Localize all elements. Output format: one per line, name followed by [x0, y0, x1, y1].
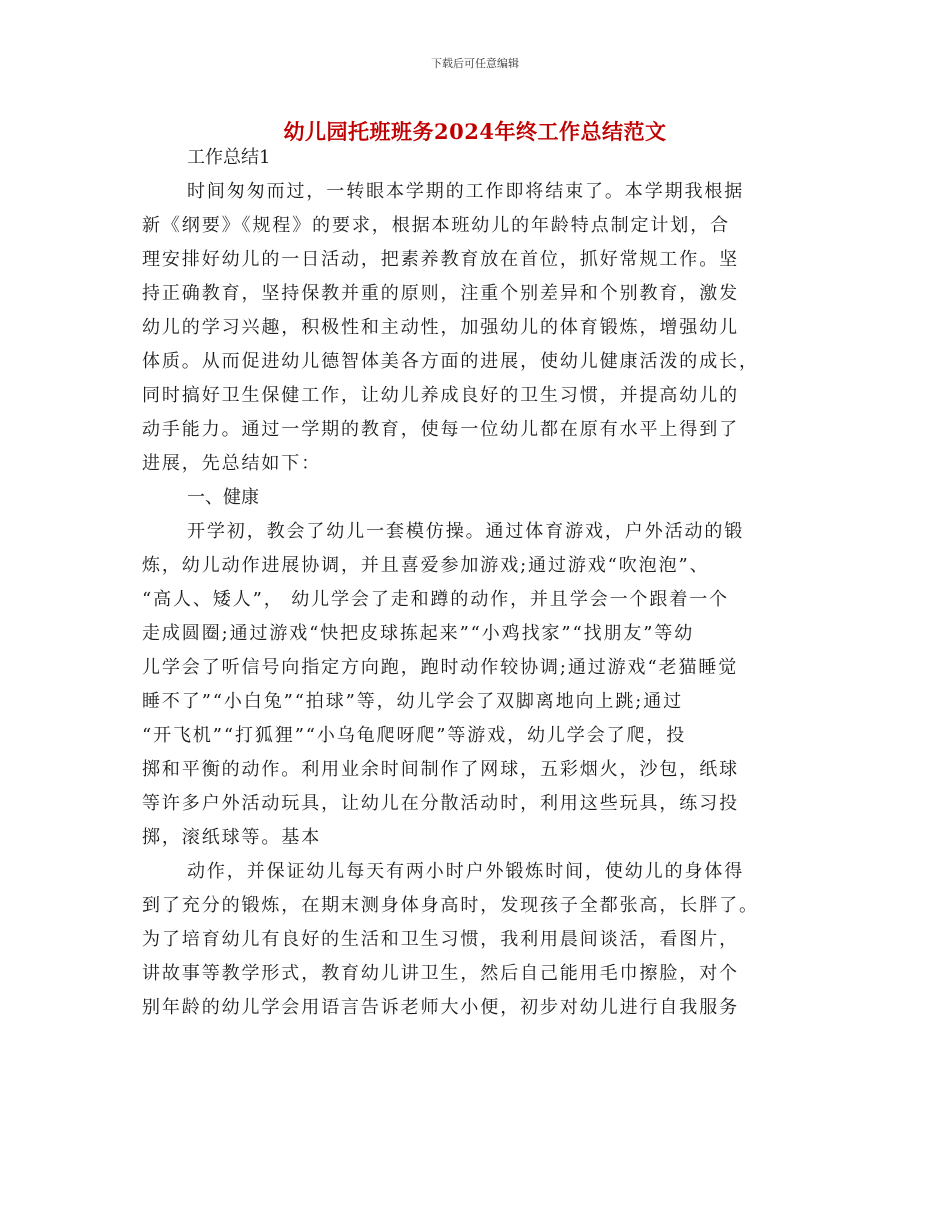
text-line: 等许多户外活动玩具，让幼儿在分散活动时，利用这些玩具，练习投: [142, 793, 739, 814]
text-line: 新《纲要》《规程》的要求，根据本班幼儿的年龄特点制定计划，合: [142, 215, 730, 236]
text-line: 讲故事等教学形式，教育幼儿讲卫生，然后自己能用毛巾擦脸，对个: [142, 963, 739, 984]
text-line: 动作，并保证幼儿每天有两小时户外锻炼时间，使幼儿的身体得: [187, 861, 745, 882]
text-line: 体质。从而促进幼儿德智体美各方面的进展，使幼儿健康活泼的成长，: [142, 351, 759, 372]
text-line: 为了培育幼儿有良好的生活和卫生习惯，我利用晨间谈活，看图片，: [142, 929, 739, 950]
paragraph-health: [142, 515, 810, 855]
text-line: 掷和平衡的动作。利用业余时间制作了网球，五彩烟火，沙包，纸球: [142, 759, 739, 780]
subtitle: 工作总结1: [187, 147, 271, 168]
text-line: 持正确教育，坚持保教并重的原则，注重个别差异和个别教育，激发: [142, 283, 739, 304]
text-line: 别年龄的幼儿学会用语言告诉老师大小便，初步对幼儿进行自我服务: [142, 997, 739, 1018]
document-title: 幼儿园托班班务2024年终工作总结范文: [283, 119, 667, 144]
text-line: 同时搞好卫生保健工作，让幼儿养成良好的卫生习惯，并提高幼儿的: [142, 385, 739, 406]
text-line: 进展，先总结如下：: [142, 453, 322, 474]
text-line: “开飞机”“打狐狸”“小乌龟爬呀爬”等游戏，幼儿学会了爬，投: [142, 725, 687, 746]
text-line: 动手能力。通过一学期的教育，使每一位幼儿都在原有水平上得到了: [142, 419, 739, 440]
document-body: [142, 141, 810, 1025]
text-line: 掷，滚纸球等。基本: [142, 827, 322, 848]
page-header-note: 下载后可任意编辑: [431, 57, 519, 70]
text-line: 儿学会了听信号向指定方向跑，跑时动作较协调;通过游戏“老猫睡觉: [142, 657, 739, 678]
paragraph-continued: [142, 855, 810, 1025]
section-heading: 一、健康: [187, 487, 259, 508]
text-line: 时间匆匆而过，一转眼本学期的工作即将结束了。本学期我根据: [187, 181, 745, 202]
text-line: “高人、矮人”， 幼儿学会了走和蹲的动作，并且学会一个跟着一个: [142, 589, 730, 610]
text-line: 到了充分的锻炼，在期末测身体身高时，发现孩子全都张高，长胖了。: [142, 895, 759, 916]
text-line: 炼，幼儿动作进展协调，并且喜爱参加游戏;通过游戏“吹泡泡”、: [142, 555, 710, 576]
text-line: 睡不了”“小白兔”“拍球”等，幼儿学会了双脚离地向上跳;通过: [142, 691, 684, 712]
paragraph-intro: [142, 175, 810, 481]
text-line: 理安排好幼儿的一日活动，把素养教育放在首位，抓好常规工作。坚: [142, 249, 739, 270]
text-line: 走成圆圈;通过游戏“快把皮球拣起来”“小鸡找家”“找朋友”等幼: [142, 623, 695, 644]
text-line: 幼儿的学习兴趣，积极性和主动性，加强幼儿的体育锻炼，增强幼儿: [142, 317, 739, 338]
text-line: 开学初，教会了幼儿一套模仿操。通过体育游戏，户外活动的锻: [187, 521, 745, 542]
